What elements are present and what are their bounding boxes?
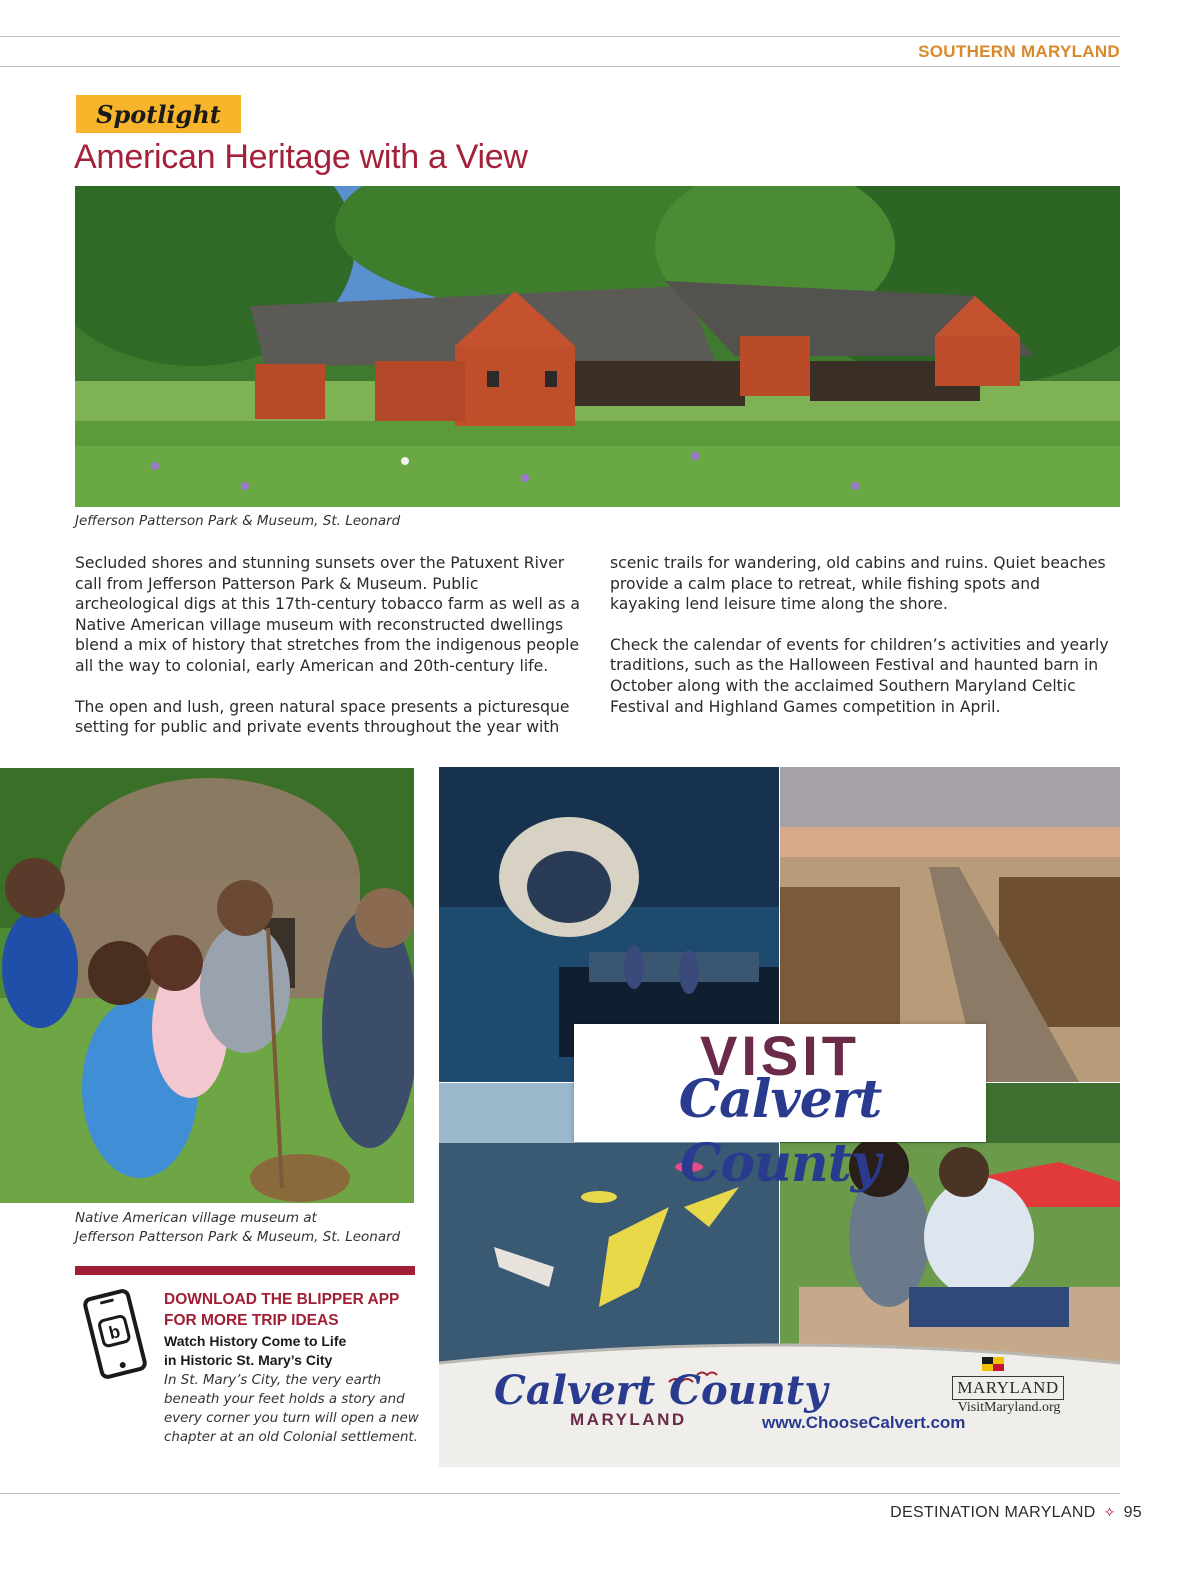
hero-photo-barns xyxy=(75,186,1120,507)
top-rule xyxy=(0,36,1120,37)
blipper-heading-line: DOWNLOAD THE BLIPPER APP xyxy=(164,1291,400,1308)
page-number: 95 xyxy=(1123,1504,1142,1521)
section-rule xyxy=(0,66,1120,67)
body-paragraph: Check the calendar of events for children’s activities and yearly traditions, such as the Halloween Festival and haunted barn in October along with the acclaimed Southern Maryland Celtic Festival and Highland Games competition in April. xyxy=(610,635,1109,716)
village-family-photo xyxy=(0,768,414,1203)
blipper-divider xyxy=(75,1266,415,1275)
blipper-heading xyxy=(164,1289,414,1331)
ad-calvert-logo: Calvert County xyxy=(494,1367,828,1414)
blipper-subheading-line: in Historic St. Mary’s City xyxy=(164,1352,333,1368)
blipper-heading-line: FOR MORE TRIP IDEAS xyxy=(164,1312,339,1329)
visit-maryland-url[interactable]: VisitMaryland.org xyxy=(957,1400,1061,1415)
body-paragraph: Secluded shores and stunning sunsets over the Patuxent River call from Jefferson Patterson Park & Museum. Public archeological digs at this 17th-century tobacco farm as well as a Native American village museum with reconstructed dwellings blend a mix of history that stretches from the indigenous people all the way to colonial, early American and 20th-century life. xyxy=(75,554,580,675)
body-paragraph: The open and lush, green natural space presents a picturesque setting for public and private events throughout the year with xyxy=(75,697,570,737)
publication-name: DESTINATION MARYLAND xyxy=(890,1504,1096,1521)
village-caption xyxy=(75,1209,415,1247)
body-column-left xyxy=(75,553,585,758)
section-label: SOUTHERN MARYLAND xyxy=(918,42,1120,61)
phone-blipper-icon xyxy=(80,1288,150,1380)
diamond-ornament-icon: ✧ xyxy=(1103,1504,1116,1520)
body-paragraph: scenic trails for wandering, old cabins and ruins. Quiet beaches provide a calm place to retreat, while fishing spots and kayaking lend leisure time along the shore. xyxy=(610,554,1106,614)
ad-url-link[interactable]: www.ChooseCalvert.com xyxy=(762,1413,966,1432)
page-footer xyxy=(890,1504,1142,1522)
body-column-right xyxy=(610,553,1115,737)
blipper-subheading xyxy=(164,1332,414,1370)
svg-text:b: b xyxy=(106,1321,123,1344)
ad-county-script: Calvert County xyxy=(678,1069,882,1194)
blipper-description: In St. Mary’s City, the very earth beneath your feet holds a story and every corner you turn will open a new chapter at an old Colonial settlement. xyxy=(164,1373,419,1445)
spotlight-tag: Spotlight xyxy=(76,95,241,133)
village-caption-line: Native American village museum at xyxy=(75,1210,317,1226)
blipper-subheading-line: Watch History Come to Life xyxy=(164,1333,347,1349)
village-caption-line: Jefferson Patterson Park & Museum, St. Leonard xyxy=(75,1229,401,1245)
hero-caption: Jefferson Patterson Park & Museum, St. Leonard xyxy=(75,513,401,529)
visit-maryland-logo: MARYLAND xyxy=(952,1376,1064,1400)
ad-logo-state: MARYLAND xyxy=(570,1410,687,1429)
article-title: American Heritage with a View xyxy=(74,138,528,176)
footer-rule xyxy=(0,1493,1120,1494)
ad-visit-word: VISIT xyxy=(699,1024,861,1087)
ad-visit-panel xyxy=(574,1024,986,1194)
